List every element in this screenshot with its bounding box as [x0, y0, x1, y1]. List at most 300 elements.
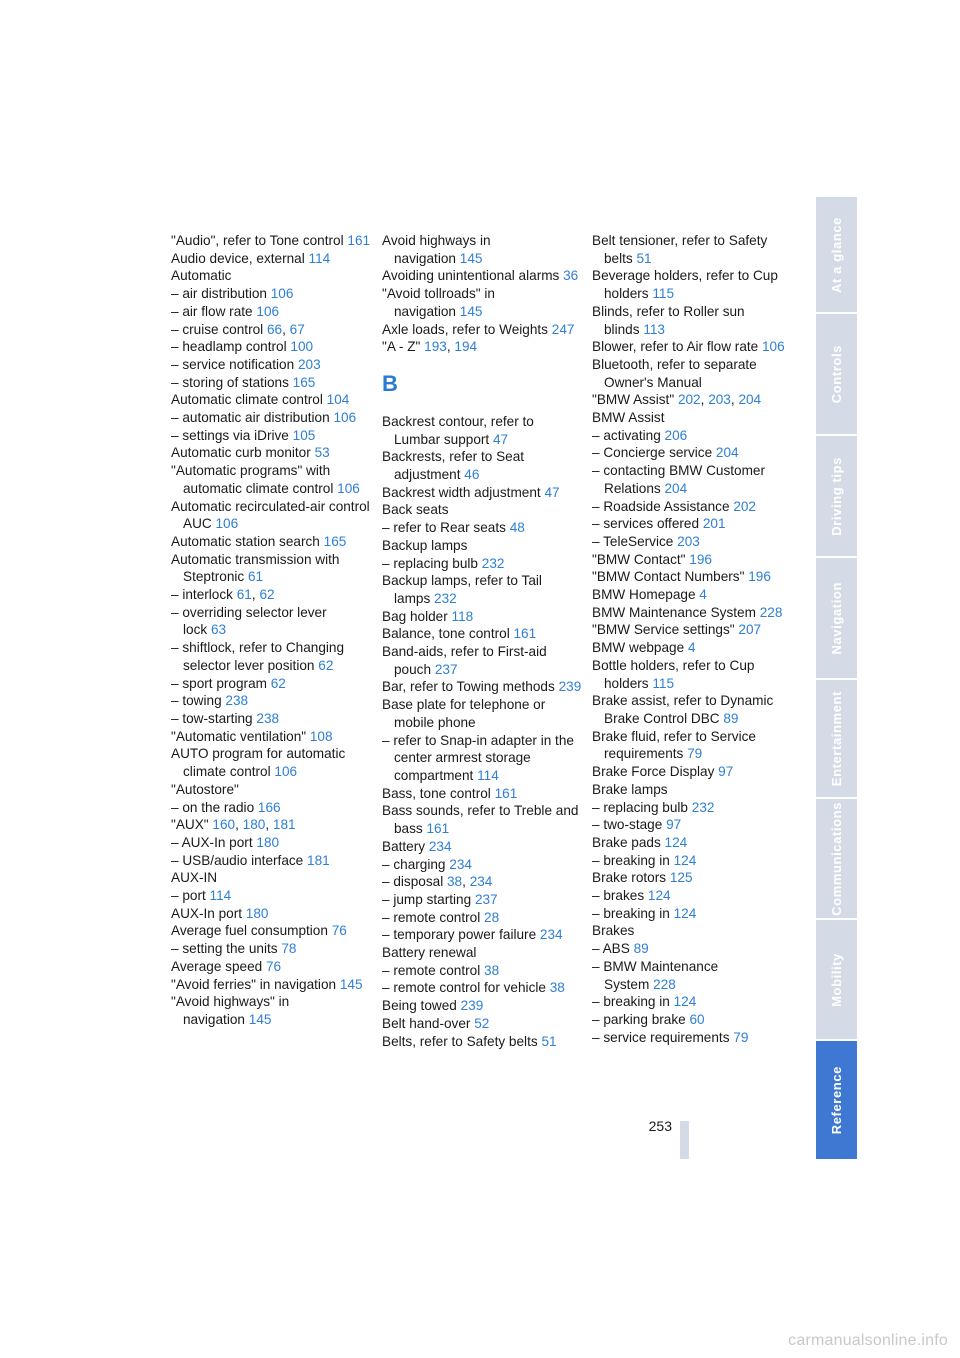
- index-entry: [171, 710, 371, 728]
- index-entry: [171, 250, 371, 268]
- page-reference-link[interactable]: 60: [689, 1011, 705, 1027]
- page-reference-link[interactable]: 53: [314, 445, 330, 461]
- index-entry-text: Band-aids, refer to First-aid pouch: [382, 644, 547, 677]
- index-entry: [592, 728, 792, 763]
- page-reference-link[interactable]: 48: [509, 520, 525, 536]
- page-reference-link[interactable]: 203: [297, 356, 321, 372]
- index-entry: [592, 232, 792, 267]
- index-entry-text: Automatic station search: [171, 533, 320, 549]
- index-entry-text: Audio device, external: [171, 250, 305, 266]
- page-reference-link[interactable]: 47: [544, 484, 560, 500]
- index-entry-text: Belt tensioner, refer to Safety belts: [592, 233, 768, 266]
- index-entry: [171, 409, 371, 427]
- index-entry: [592, 922, 792, 940]
- index-entry-text: Backup lamps, refer to Tail lamps: [382, 573, 542, 606]
- section-tab-label: Communications: [829, 801, 844, 916]
- page-reference-link[interactable]: 118: [451, 608, 474, 624]
- index-entry: [382, 413, 582, 448]
- index-entry: [171, 427, 371, 445]
- index-entry-text: Brakes: [592, 923, 635, 939]
- page-reference-link[interactable]: 238: [225, 693, 249, 709]
- index-entry: [382, 732, 582, 785]
- page-reference-link[interactable]: 76: [331, 923, 347, 939]
- index-entry: [382, 926, 582, 944]
- index-entry-text: AUX-In port: [171, 905, 243, 921]
- index-entry-text: Axle loads, refer to Weights: [382, 321, 548, 337]
- index-entry-text: AUX-IN: [171, 870, 218, 886]
- index-entry: [592, 515, 792, 533]
- index-entry: [382, 537, 582, 555]
- index-entry: [382, 232, 582, 267]
- index-entry-text: Brake assist, refer to Dynamic Brake Control DBC: [592, 693, 774, 726]
- index-entry: [171, 922, 371, 940]
- index-entry: [592, 993, 792, 1011]
- index-entry-text: Battery renewal: [382, 945, 477, 961]
- index-entry: [592, 356, 792, 391]
- page-reference-link[interactable]: 114: [477, 767, 499, 783]
- page-reference-link[interactable]: 62: [318, 657, 334, 673]
- page-reference-link[interactable]: 165: [323, 533, 347, 549]
- index-entry-text: – shiftlock, refer to Changing selector lever position: [171, 640, 345, 673]
- section-tab-communications[interactable]: [816, 799, 857, 918]
- index-entry: [171, 639, 371, 674]
- index-entry: [382, 873, 582, 891]
- index-entry: [382, 1015, 582, 1033]
- page-reference-link[interactable]: 202: [733, 498, 756, 514]
- index-entry-text: – AUX-In port: [171, 834, 253, 850]
- index-entry-text: – remote control: [382, 962, 481, 978]
- page-reference-link[interactable]: 62: [259, 587, 275, 603]
- index-entry-text: Bag holder: [382, 608, 448, 624]
- index-entry: [171, 905, 371, 923]
- index-entry: [171, 834, 371, 852]
- index-entry-text: – refer to Snap-in adapter in the center armrest storage compartment: [382, 732, 574, 783]
- index-entry: [592, 444, 792, 462]
- page-reference-link[interactable]: 61: [236, 587, 252, 603]
- page-separator: ,: [446, 339, 455, 355]
- index-entry: [592, 551, 792, 569]
- index-entry-text: Avoid highways in navigation: [382, 233, 491, 266]
- index-entry-text: Backrest contour, refer to Lumbar support: [382, 413, 534, 447]
- index-entry: [171, 462, 371, 497]
- index-entry-text: – replacing bulb: [382, 555, 478, 571]
- index-entry-text: – breaking in: [592, 905, 670, 921]
- index-entry: [592, 568, 792, 586]
- page-reference-link[interactable]: 180: [256, 834, 280, 850]
- page-reference-link[interactable]: 145: [248, 1011, 272, 1027]
- index-entry-text: – replacing bulb: [592, 799, 688, 815]
- index-entry-text: – interlock: [171, 587, 233, 603]
- section-tab-label: At a glance: [829, 216, 844, 293]
- section-tab-at-a-glance[interactable]: [816, 197, 857, 312]
- index-entry-text: – overriding selector lever lock: [171, 604, 327, 638]
- page-reference-link[interactable]: 78: [281, 941, 297, 957]
- page-reference-link[interactable]: 47: [493, 431, 509, 447]
- page-reference-link[interactable]: 203: [677, 533, 700, 549]
- page-reference-link[interactable]: 234: [539, 927, 563, 943]
- page-reference-link[interactable]: 67: [289, 321, 305, 337]
- index-entry-text: Brake rotors: [592, 870, 667, 886]
- index-entry: [382, 962, 582, 980]
- page-reference-link[interactable]: 114: [209, 888, 232, 904]
- index-entry-text: Average speed: [171, 958, 263, 974]
- page-reference-link[interactable]: 124: [647, 888, 671, 904]
- index-entry-text: – services offered: [592, 516, 700, 532]
- section-tab-entertainment[interactable]: [816, 680, 857, 797]
- index-entry: [171, 356, 371, 374]
- index-entry-text: Brake lamps: [592, 781, 668, 797]
- page-reference-link[interactable]: 232: [481, 555, 505, 571]
- page-reference-link[interactable]: 66: [266, 321, 283, 337]
- index-entry: [171, 869, 371, 887]
- page-separator: ,: [462, 874, 470, 890]
- index-entry: [171, 993, 371, 1028]
- page-reference-link[interactable]: 228: [653, 976, 676, 992]
- page-reference-link[interactable]: 38: [484, 962, 500, 978]
- page-reference-link[interactable]: 234: [469, 874, 493, 890]
- page-reference-link[interactable]: 203: [708, 392, 731, 408]
- page-reference-link[interactable]: 239: [460, 998, 484, 1014]
- index-entry: [592, 409, 792, 427]
- index-entry: [592, 303, 792, 338]
- page-reference-link[interactable]: 124: [664, 834, 688, 850]
- page-reference-link[interactable]: 234: [428, 838, 452, 854]
- page-reference-link[interactable]: 51: [541, 1033, 557, 1049]
- page-reference-link[interactable]: 36: [563, 268, 579, 284]
- page-reference-link[interactable]: 180: [245, 905, 269, 921]
- page-reference-link[interactable]: 237: [434, 661, 458, 677]
- index-entry-text: Brake pads: [592, 834, 661, 850]
- index-entry-text: – setting the units: [171, 941, 278, 957]
- index-entry-text: "Automatic ventilation": [171, 728, 307, 744]
- index-entry-text: Brake fluid, refer to Service requirements: [592, 728, 756, 762]
- page-reference-link[interactable]: 52: [474, 1015, 490, 1031]
- index-entry: [592, 604, 792, 622]
- index-entry-text: "Audio", refer to Tone control: [171, 233, 344, 248]
- page-reference-link[interactable]: 204: [664, 480, 688, 496]
- index-entry-text: Being towed: [382, 998, 457, 1014]
- page-reference-link[interactable]: 108: [309, 728, 333, 744]
- page-reference-link[interactable]: 228: [759, 604, 783, 620]
- section-letter-heading: [382, 370, 582, 396]
- index-entry: [592, 834, 792, 852]
- index-entry: [171, 321, 371, 339]
- index-entry-text: – charging: [382, 856, 446, 872]
- index-entry-text: Backrests, refer to Seat adjustment: [382, 449, 525, 483]
- index-entry-text: – storing of stations: [171, 374, 289, 390]
- index-entry-text: BMW Maintenance System: [592, 604, 756, 620]
- index-entry-text: – Roadside Assistance: [592, 498, 730, 514]
- section-tabs: [816, 197, 857, 1161]
- index-entry-text: – breaking in: [592, 852, 670, 868]
- index-entry: [171, 374, 371, 392]
- page-reference-link[interactable]: 196: [689, 551, 712, 567]
- index-entry-text: – parking brake: [592, 1011, 686, 1027]
- page-separator: ,: [265, 817, 273, 833]
- page-reference-link[interactable]: 204: [738, 392, 762, 408]
- page-reference-link[interactable]: 124: [673, 852, 697, 868]
- page-reference-link[interactable]: 202: [677, 392, 701, 408]
- index-entry: [171, 799, 371, 817]
- index-entry: [171, 285, 371, 303]
- index-column-2: [382, 232, 582, 1050]
- index-entry: [592, 940, 792, 958]
- index-entry: [171, 533, 371, 551]
- section-tab-navigation[interactable]: [816, 558, 857, 678]
- page-reference-link[interactable]: 106: [274, 764, 298, 780]
- section-tab-reference[interactable]: [816, 1041, 857, 1159]
- index-entry-text: – cruise control: [171, 321, 264, 337]
- page-reference-link[interactable]: 105: [292, 427, 316, 443]
- index-entry-text: B: [382, 370, 398, 396]
- index-entry-text: – tow-starting: [171, 710, 253, 726]
- page-reference-link[interactable]: 106: [256, 303, 280, 319]
- page-reference-link[interactable]: 237: [474, 891, 498, 907]
- index-entry-text: Automatic climate control: [171, 392, 323, 408]
- index-entry-text: Base plate for telephone or mobile phone: [382, 697, 546, 730]
- index-entry: [382, 856, 582, 874]
- page-reference-link[interactable]: 161: [347, 233, 371, 248]
- page-reference-link[interactable]: 97: [718, 764, 734, 780]
- page-reference-link[interactable]: 63: [210, 622, 227, 638]
- page-reference-link[interactable]: 201: [702, 516, 726, 532]
- section-tab-label: Reference: [829, 1065, 844, 1135]
- page-reference-link[interactable]: 196: [748, 569, 771, 585]
- index-entry-text: – brakes: [592, 888, 645, 904]
- page-reference-link[interactable]: 38: [549, 980, 565, 996]
- index-entry: [592, 391, 792, 409]
- page-reference-link[interactable]: 115: [652, 286, 675, 302]
- index-entry: [592, 267, 792, 302]
- page-reference-link[interactable]: 193: [424, 339, 447, 355]
- page-reference-link[interactable]: 106: [215, 516, 239, 532]
- page-reference-link[interactable]: 180: [242, 817, 266, 833]
- index-entry: [592, 639, 792, 657]
- index-entry-text: Belt hand-over: [382, 1015, 471, 1031]
- page-reference-link[interactable]: 106: [333, 410, 357, 426]
- page-separator: ,: [282, 321, 290, 337]
- index-entry-text: Backup lamps: [382, 537, 468, 553]
- index-entry-text: "BMW Service settings": [592, 622, 735, 638]
- page-reference-link[interactable]: 4: [687, 640, 696, 656]
- index-entry-text: – jump starting: [382, 891, 472, 907]
- index-entry-text: "Avoid tollroads" in navigation: [382, 286, 495, 319]
- index-entry-text: AUTO program for automatic climate control: [171, 746, 346, 780]
- index-entry: [171, 745, 371, 780]
- page-reference-link[interactable]: 62: [270, 675, 286, 691]
- page-reference-link[interactable]: 239: [558, 679, 582, 695]
- index-entry-text: "AUX": [171, 817, 209, 833]
- index-entry-text: Automatic curb monitor: [171, 445, 311, 461]
- index-entry-text: – air distribution: [171, 286, 267, 302]
- index-entry-text: "Avoid ferries" in navigation: [171, 976, 337, 992]
- index-entry-text: Battery: [382, 838, 426, 854]
- page-reference-link[interactable]: 232: [434, 590, 457, 606]
- page-reference-link[interactable]: 79: [733, 1029, 749, 1045]
- index-entry: [382, 997, 582, 1015]
- index-entry: [592, 852, 792, 870]
- page-reference-link[interactable]: 79: [687, 746, 703, 762]
- index-entry-text: – air flow rate: [171, 303, 253, 319]
- page-reference-link[interactable]: 207: [738, 622, 762, 638]
- index-entry: [382, 448, 582, 483]
- index-entry-text: Blinds, refer to Roller sun blinds: [592, 303, 745, 337]
- index-entry: [382, 519, 582, 537]
- page-reference-link[interactable]: 125: [669, 870, 693, 886]
- index-entry: [171, 976, 371, 994]
- index-entry-text: BMW Assist: [592, 410, 665, 426]
- index-entry: [592, 498, 792, 516]
- page-reference-link[interactable]: 38: [447, 874, 463, 890]
- section-tab-label: Entertainment: [829, 690, 844, 787]
- page-reference-link[interactable]: 28: [484, 909, 500, 925]
- index-entry: [171, 852, 371, 870]
- page-reference-link[interactable]: 204: [715, 445, 739, 461]
- index-column-1: [171, 232, 371, 1029]
- index-entry: [382, 802, 582, 837]
- index-entry-text: – TeleService: [592, 533, 674, 549]
- page-reference-link[interactable]: 181: [272, 817, 296, 833]
- index-entry-text: – towing: [171, 693, 222, 709]
- page-reference-link[interactable]: 161: [426, 821, 450, 837]
- index-entry: [382, 696, 582, 731]
- index-entry-text: Bass, tone control: [382, 785, 491, 801]
- index-entry: [171, 551, 371, 586]
- index-entry-text: Beverage holders, refer to Cup holders: [592, 268, 778, 302]
- index-entry-text: "BMW Contact Numbers": [592, 569, 745, 585]
- index-entry: [592, 781, 792, 799]
- section-tab-label: Driving tips: [829, 456, 844, 536]
- page-reference-link[interactable]: 238: [256, 710, 280, 726]
- section-tab-controls[interactable]: [816, 314, 857, 434]
- index-entry: [171, 232, 371, 250]
- section-tab-mobility[interactable]: [816, 920, 857, 1039]
- index-entry: [171, 391, 371, 409]
- index-entry-text: – automatic air distribution: [171, 410, 330, 426]
- index-entry: [592, 657, 792, 692]
- index-entry-text: – temporary power failure: [382, 927, 537, 943]
- page-reference-link[interactable]: 194: [454, 339, 478, 355]
- page-reference-link[interactable]: 247: [551, 321, 575, 337]
- page-reference-link[interactable]: 61: [248, 569, 264, 585]
- page-reference-link[interactable]: 234: [449, 856, 472, 872]
- page-number-bar: [680, 1121, 689, 1159]
- page-separator: ,: [700, 392, 709, 408]
- index-entry: [592, 763, 792, 781]
- index-entry: [592, 887, 792, 905]
- page-reference-link[interactable]: 89: [633, 941, 649, 957]
- page-reference-link[interactable]: 232: [691, 799, 715, 815]
- watermark[interactable]: carmanualsonline.info: [788, 1332, 948, 1349]
- page-reference-link[interactable]: 165: [292, 374, 316, 390]
- page-reference-link[interactable]: 124: [673, 994, 697, 1010]
- index-entry-text: – BMW Maintenance System: [592, 958, 719, 992]
- page-reference-link[interactable]: 97: [666, 817, 682, 833]
- index-entry: [171, 586, 371, 604]
- index-entry-text: "Avoid highways" in navigation: [171, 994, 290, 1027]
- index-entry: [382, 484, 582, 502]
- index-entry: [382, 891, 582, 909]
- page-reference-link[interactable]: 100: [290, 339, 314, 355]
- page-reference-link[interactable]: 114: [308, 250, 331, 266]
- index-entry-text: Bottle holders, refer to Cup holders: [592, 657, 755, 691]
- page-reference-link[interactable]: 145: [339, 976, 363, 992]
- page-reference-link[interactable]: 51: [636, 250, 652, 266]
- page-reference-link[interactable]: 206: [664, 427, 688, 443]
- page-reference-link[interactable]: 145: [459, 303, 483, 319]
- index-entry-text: Brake Force Display: [592, 764, 715, 780]
- index-entry-text: – refer to Rear seats: [382, 520, 506, 536]
- index-entry: [592, 692, 792, 727]
- index-entry-text: Automatic recirculated-air control AUC: [171, 498, 370, 532]
- page-reference-link[interactable]: 115: [652, 675, 675, 691]
- page-reference-link[interactable]: 160: [212, 817, 236, 833]
- index-entry: [382, 501, 582, 519]
- index-entry-text: – port: [171, 888, 206, 904]
- index-entry: [171, 267, 371, 285]
- page-reference-link[interactable]: 89: [723, 710, 739, 726]
- index-entry-text: Bar, refer to Towing methods: [382, 679, 555, 695]
- page-reference-link[interactable]: 181: [307, 852, 330, 868]
- index-entry: [592, 905, 792, 923]
- index-entry: [171, 692, 371, 710]
- page-reference-link[interactable]: 145: [459, 250, 483, 266]
- page-reference-link[interactable]: 166: [257, 799, 281, 815]
- page-reference-link[interactable]: 161: [494, 785, 518, 801]
- index-entry-text: Bass sounds, refer to Treble and bass: [382, 803, 579, 837]
- index-entry-text: – service notification: [171, 356, 295, 372]
- index-entry: [171, 338, 371, 356]
- section-tab-label: Controls: [829, 344, 844, 404]
- index-entry: [592, 799, 792, 817]
- page-reference-link[interactable]: 161: [513, 626, 537, 642]
- page-reference-link[interactable]: 46: [464, 467, 480, 483]
- index-entry-text: Bluetooth, refer to separate Owner's Manual: [592, 356, 757, 390]
- page-reference-link[interactable]: 113: [643, 321, 665, 337]
- section-tab-label: Navigation: [829, 581, 844, 655]
- section-tab-driving-tips[interactable]: [816, 436, 857, 556]
- index-entry: [171, 675, 371, 693]
- index-entry-text: BMW webpage: [592, 640, 685, 656]
- page-reference-link[interactable]: 106: [762, 339, 785, 355]
- index-entry: [592, 816, 792, 834]
- index-entry-text: – USB/audio interface: [171, 852, 304, 868]
- page-reference-link[interactable]: 104: [326, 392, 350, 408]
- index-entry: [592, 621, 792, 639]
- index-entry-text: "BMW Contact": [592, 551, 686, 567]
- index-entry-text: "A - Z": [382, 339, 421, 355]
- index-entry-text: Automatic: [171, 268, 232, 284]
- page-reference-link[interactable]: 124: [673, 905, 697, 921]
- index-entry: [171, 604, 371, 639]
- page-reference-link[interactable]: 106: [337, 480, 360, 496]
- index-entry: [592, 533, 792, 551]
- page-reference-link[interactable]: 76: [265, 958, 282, 974]
- index-entry: [382, 625, 582, 643]
- index-entry-text: Balance, tone control: [382, 626, 510, 642]
- index-entry: [382, 338, 582, 356]
- index-entry: [171, 781, 371, 799]
- index-entry-text: – contacting BMW Customer Relations: [592, 463, 766, 496]
- index-entry: [171, 444, 371, 462]
- page-reference-link[interactable]: 4: [699, 587, 707, 603]
- index-entry: [171, 958, 371, 976]
- index-entry-text: – settings via iDrive: [171, 427, 289, 443]
- index-entry-text: "Autostore": [171, 781, 239, 797]
- index-entry-text: "BMW Assist": [592, 392, 675, 408]
- page-reference-link[interactable]: 106: [270, 286, 294, 302]
- index-entry-text: – Concierge service: [592, 445, 713, 461]
